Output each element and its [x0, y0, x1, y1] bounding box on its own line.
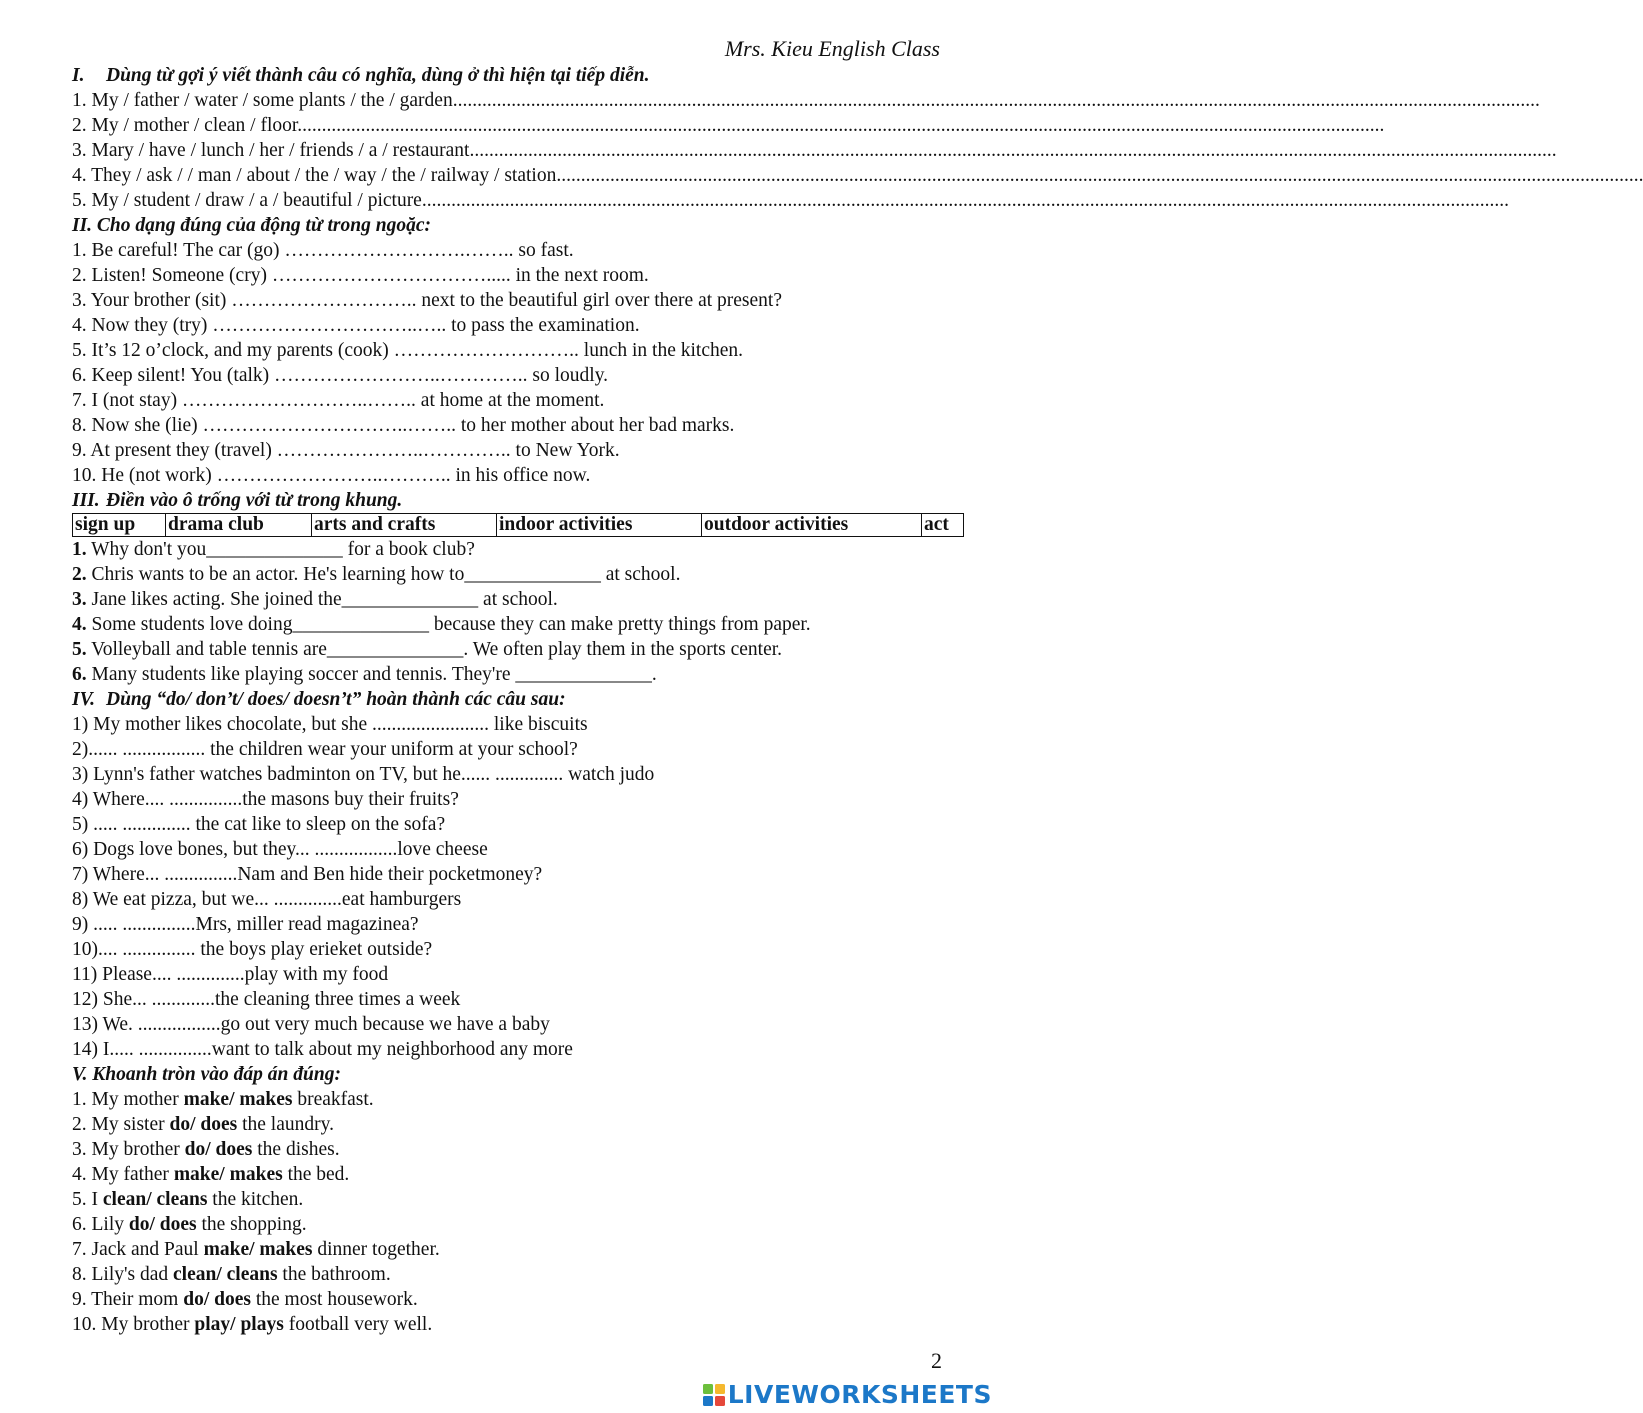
- section-1-title: Dùng từ gợi ý viết thành câu có nghĩa, dùng ở thì hiện tại tiếp diễn.: [106, 65, 650, 86]
- answer-dots[interactable]: ..............................................................................................................................................................................................................................: [561, 165, 1643, 186]
- section-5-item: 8. Lily's dad clean/ cleans the bathroom.: [72, 1264, 391, 1285]
- section-4-item: 4) Where.... ...............the masons buy their fruits?: [72, 789, 459, 810]
- section-4-item: 9) ..... ...............Mrs, miller read magazinea?: [72, 914, 419, 935]
- section-5-item: 1. My mother make/ makes breakfast.: [72, 1089, 374, 1110]
- class-name-header: Mrs. Kieu English Class: [724, 36, 940, 61]
- logo-grid-icon: [703, 1384, 725, 1406]
- word-box-cell: arts and crafts: [312, 514, 497, 537]
- section-5-item: 2. My sister do/ does the laundry.: [72, 1114, 334, 1135]
- section-4-title: Dùng “do/ don’t/ does/ doesn’t” hoàn thành các câu sau:: [106, 689, 566, 710]
- section-3-number: III.: [72, 490, 100, 511]
- answer-dots[interactable]: ..............................................................................................................................................................................................................................: [302, 115, 1385, 136]
- section-4-item: 14) I..... ...............want to talk about my neighborhood any more: [72, 1039, 573, 1060]
- section-3-item: 2. Chris wants to be an actor. He's learning how to______________ at school.: [72, 564, 681, 585]
- answer-options[interactable]: play/ plays: [194, 1314, 284, 1335]
- answer-options[interactable]: clean/ cleans: [102, 1189, 208, 1210]
- section-5-item: 4. My father make/ makes the bed.: [72, 1164, 350, 1185]
- answer-options[interactable]: do/ does: [184, 1139, 253, 1160]
- page-number: 2: [931, 1348, 942, 1373]
- word-box-cell: outdoor activities: [702, 514, 922, 537]
- answer-options[interactable]: do/ does: [169, 1114, 238, 1135]
- section-1-number: I.: [72, 65, 85, 86]
- section-4-item: 5) ..... .............. the cat like to sleep on the sofa?: [72, 814, 446, 835]
- section-5-item: 9. Their mom do/ does the most housework.: [72, 1289, 418, 1310]
- answer-options[interactable]: do/ does: [183, 1289, 251, 1310]
- section-2-heading: II. Cho dạng đúng của động từ trong ngoặc:: [72, 215, 431, 236]
- section-5-item: 10. My brother play/ plays football very well.: [72, 1314, 433, 1335]
- answer-dots[interactable]: ..............................................................................................................................................................................................................................: [457, 90, 1540, 111]
- logo-square-green: [703, 1384, 713, 1394]
- section-2-item: 3. Your brother (sit) ……………………….. next to the beautiful girl over there at present?: [72, 290, 782, 311]
- answer-dots[interactable]: ..............................................................................................................................................................................................................................: [426, 190, 1509, 211]
- section-5-item: 5. I clean/ cleans the kitchen.: [72, 1189, 304, 1210]
- answer-options[interactable]: do/ does: [128, 1214, 197, 1235]
- section-4-number: IV.: [72, 689, 95, 710]
- section-3-title: Điền vào ô trống với từ trong khung.: [106, 490, 403, 511]
- section-4-item: 11) Please.... ..............play with my food: [72, 964, 389, 985]
- section-4-item: 2)...... ................. the children wear your uniform at your school?: [72, 739, 578, 760]
- section-2-item: 8. Now she (lie) …………………………..…….. to her mother about her bad marks.: [72, 415, 735, 436]
- section-3-item: 6. Many students like playing soccer and tennis. They're ______________.: [72, 664, 657, 685]
- answer-options[interactable]: clean/ cleans: [173, 1264, 278, 1285]
- section-4-item: 1) My mother likes chocolate, but she ........................ like biscuits: [72, 714, 588, 735]
- section-2-item: 9. At present they (travel) …………………..………….. to New York.: [72, 440, 620, 461]
- section-4-item: 12) She... .............the cleaning three times a week: [72, 989, 461, 1010]
- section-2-item: 2. Listen! Someone (cry) ……………………………..... in the next room.: [72, 265, 649, 286]
- section-3-item: 4. Some students love doing______________ because they can make pretty things from paper.: [72, 614, 811, 635]
- section-1-item: 3. Mary / have / lunch / her / friends / a / restaurant. ..............................................................................................................................................................................................................................: [72, 140, 1557, 161]
- logo-text: LIVEWORKSHEETS: [727, 1380, 992, 1409]
- section-4-item: 8) We eat pizza, but we... ..............eat hamburgers: [72, 889, 462, 910]
- section-5-item: 6. Lily do/ does the shopping.: [72, 1214, 307, 1235]
- answer-options[interactable]: make/ makes: [173, 1164, 283, 1185]
- section-1-heading: [72, 63, 962, 88]
- section-1-item: 2. My / mother / clean / floor. ..............................................................................................................................................................................................................................: [72, 115, 1385, 136]
- word-box-cell: indoor activities: [497, 514, 702, 537]
- worksheet-content: [72, 63, 1643, 1337]
- section-1-item: 4. They / ask / / man / about / the / way / the / railway / station. ..............................................................................................................................................................................................................................: [72, 165, 1643, 186]
- answer-dots[interactable]: ..............................................................................................................................................................................................................................: [474, 140, 1557, 161]
- section-2-item: 7. I (not stay) ………………………..…….. at home at the moment.: [72, 390, 605, 411]
- section-2-item: 6. Keep silent! You (talk) ……………………..………….. so loudly.: [72, 365, 609, 386]
- section-4-item: 3) Lynn's father watches badminton on TV, but he...... .............. watch judo: [72, 764, 655, 785]
- section-1-item: 1. My / father / water / some plants / the / garden. ..............................................................................................................................................................................................................................: [72, 90, 1540, 111]
- answer-options[interactable]: make/ makes: [183, 1089, 293, 1110]
- section-1-item: 5. My / student / draw / a / beautiful / picture. ..............................................................................................................................................................................................................................: [72, 190, 1509, 211]
- word-box: [72, 513, 964, 537]
- logo-square-blue: [703, 1396, 713, 1406]
- section-4-heading: [72, 687, 962, 712]
- section-4-item: 6) Dogs love bones, but they... .................love cheese: [72, 839, 488, 860]
- section-3-item: 1. Why don't you______________ for a book club?: [72, 539, 475, 560]
- section-3-item: 3. Jane likes acting. She joined the______________ at school.: [72, 589, 558, 610]
- logo-square-yellow: [715, 1384, 725, 1394]
- section-5-item: 3. My brother do/ does the dishes.: [72, 1139, 340, 1160]
- logo-square-red: [715, 1396, 725, 1406]
- section-3-item: 5. Volleyball and table tennis are______________. We often play them in the sports center.: [72, 639, 783, 660]
- section-3-heading: [72, 488, 962, 513]
- liveworksheets-logo[interactable]: [703, 1380, 992, 1409]
- section-2-item: 5. It’s 12 o’clock, and my parents (cook) ……………………….. lunch in the kitchen.: [72, 340, 743, 361]
- word-box-cell: drama club: [166, 514, 312, 537]
- section-2-item: 10. He (not work) ……………………..……….. in his office now.: [72, 465, 591, 486]
- section-2-item: 1. Be careful! The car (go) ……………………….…….. so fast.: [72, 240, 574, 261]
- word-box-cell: act: [922, 514, 964, 537]
- section-5-heading: V. Khoanh tròn vào đáp án đúng:: [72, 1064, 341, 1085]
- section-2-item: 4. Now they (try) …………………………..….. to pass the examination.: [72, 315, 640, 336]
- section-4-item: 7) Where... ...............Nam and Ben hide their pocketmoney?: [72, 864, 543, 885]
- section-4-item: 13) We. .................go out very much because we have a baby: [72, 1014, 550, 1035]
- answer-options[interactable]: make/ makes: [203, 1239, 313, 1260]
- section-5-item: 7. Jack and Paul make/ makes dinner together.: [72, 1239, 440, 1260]
- section-4-item: 10).... ............... the boys play erieket outside?: [72, 939, 433, 960]
- word-box-cell: sign up: [73, 514, 166, 537]
